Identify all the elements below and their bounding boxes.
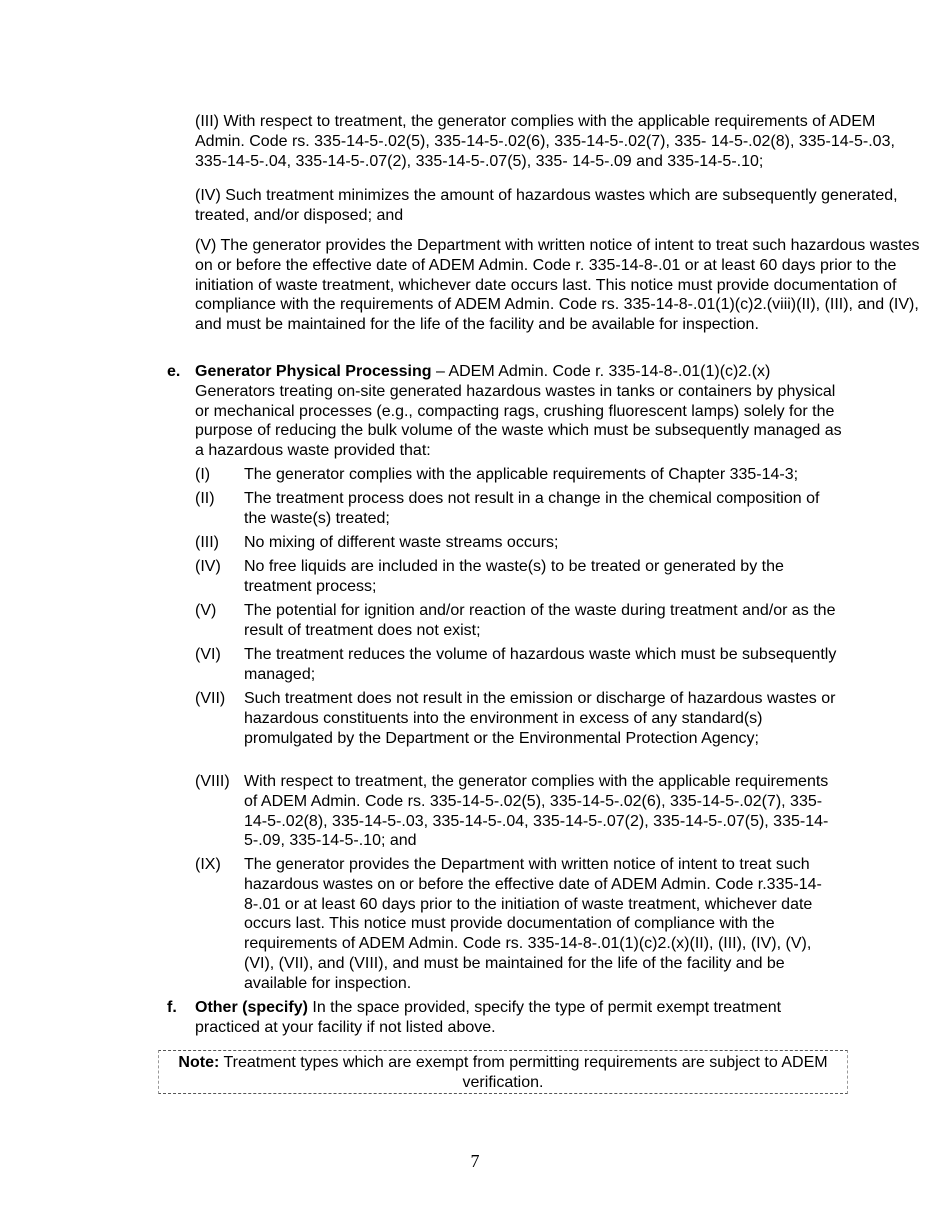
note-text: Treatment types which are exempt from permitting requirements are subject to ADEM verification.: [219, 1054, 828, 1091]
condition-number: (VII): [195, 690, 226, 707]
condition-number: (V): [195, 602, 217, 619]
item-f-text: In the space provided, specify the type of permit exempt treatment practiced at your facility if not listed above.: [195, 999, 782, 1036]
item-e-heading: Generator Physical Processing: [195, 363, 432, 380]
item-f-heading: Other (specify): [195, 999, 308, 1016]
condition-text: The treatment process does not result in a change in the chemical composition of the waste(s) treated;: [244, 490, 820, 527]
item-f-body: [195, 998, 845, 1038]
note-box: [158, 1050, 848, 1094]
condition-text: The potential for ignition and/or reaction of the waste during treatment and/or as the result of treatment does not exist;: [244, 602, 836, 639]
condition-number: (IV): [195, 558, 221, 575]
note-label: Note:: [178, 1054, 220, 1071]
condition-number: (III): [195, 534, 219, 551]
condition-text: The generator provides the Department with written notice of intent to treat such hazardous wastes on or before the effective date of ADEM Admin. Code r.335-14-8-.01 or at least 60 days prior to the initiation of waste treatment, whichever date occurs last. This notice must provide documentation of compliance with the requirements of ADEM Admin. Code rs. 335-14-8-.01(1)(c)2.(x)(II), (III), (IV), (V), (VI), (VII), and (VIII), and must be maintained for the life of the facility and be available for inspection.: [244, 856, 822, 992]
condition-text: The treatment reduces the volume of hazardous waste which must be subsequently managed;: [244, 646, 837, 683]
condition-text: With respect to treatment, the generator complies with the applicable requirements of ADEM Admin. Code rs. 335-14-5-.02(5), 335-14-5-.02(6), 335-14-5-.02(7), 335- 14-5-.02(8), 335-14-5-.03, 335-14-5-.04, 335-14-5-.07(2), 335-14-5-.07(5), 335-14-5-.09, 335-14-5-.10; and: [244, 773, 829, 850]
condition-number: (VI): [195, 646, 221, 663]
condition-number: (IX): [195, 856, 221, 873]
paragraph-iii-treatment-requirements: (III) With respect to treatment, the generator complies with the applicable requirements of ADEM Admin. Code rs. 335-14-5-.02(5), 335-14-5-.02(6), 335-14-5-.02(7), 335- 14-5-.02(8), 335-14-5-.03, 335-14-5-.04, 335-14-5-.07(2), 335-14-5-.07(5), 335- 14-5-.09 and 335-14-5-.10;: [195, 113, 895, 170]
paragraph-v-written-notice: (V) The generator provides the Department with written notice of intent to treat such hazardous wastes on or before the effective date of ADEM Admin. Code r. 335-14-8-.01 or at least 60 days prior to the initiation of waste treatment, whichever date occurs last. This notice must provide documentation of compliance with the requirements of ADEM Admin. Code rs. 335-14-8-.01(1)(c)2.(viii)(II), (III), and (IV), and must be maintained for the life of the facility and be available for inspection.: [195, 237, 920, 334]
item-f-letter: f.: [167, 999, 177, 1016]
item-e-letter: e.: [167, 363, 181, 380]
condition-text: The generator complies with the applicable requirements of Chapter 335-14-3;: [244, 466, 799, 483]
condition-number: (VIII): [195, 773, 230, 790]
item-e-intro: Generators treating on-site generated hazardous wastes in tanks or containers by physical or mechanical processes (e.g., compacting rags, crushing fluorescent lamps) solely for the purpose of reducing the bulk volume of the waste which must be subsequently managed as a hazardous waste provided that:: [195, 382, 842, 460]
item-e-citation: – ADEM Admin. Code r. 335-14-8-.01(1)(c)2.(x): [431, 363, 771, 380]
condition-text: No mixing of different waste streams occurs;: [244, 534, 559, 551]
condition-text: No free liquids are included in the waste(s) to be treated or generated by the treatment process;: [244, 558, 784, 595]
page-number: 7: [470, 1151, 480, 1171]
paragraph-iv-minimization: (IV) Such treatment minimizes the amount of hazardous wastes which are subsequently generated, treated, and/or disposed; and: [195, 187, 898, 224]
item-e-body: [195, 362, 845, 461]
condition-number: (I): [195, 466, 211, 483]
condition-text: Such treatment does not result in the emission or discharge of hazardous wastes or hazardous constituents into the environment in excess of any standard(s) promulgated by the Department or the Environmental Protection Agency;: [244, 690, 836, 747]
condition-number: (II): [195, 490, 215, 507]
